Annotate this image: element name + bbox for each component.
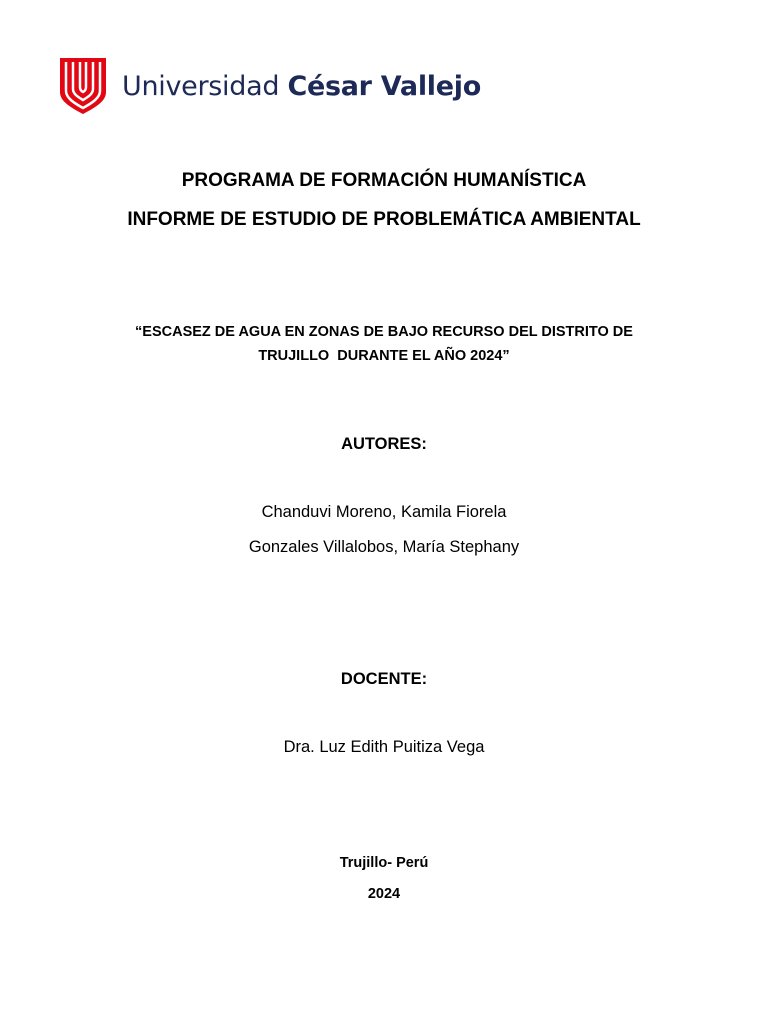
author-name: Chanduvi Moreno, Kamila Fiorela	[261, 503, 507, 521]
location: Trujillo- Perú	[339, 855, 429, 871]
university-name	[122, 70, 481, 102]
author-name: Gonzales Villalobos, María Stephany	[248, 538, 520, 556]
report-heading: INFORME DE ESTUDIO DE PROBLEMÁTICA AMBIENTAL	[127, 209, 641, 230]
report-title-line-1: “ESCASEZ DE AGUA EN ZONAS DE BAJO RECURSO DEL DISTRITO DE	[135, 324, 633, 340]
university-name-light: Universidad	[122, 70, 288, 102]
teacher-label: DOCENTE:	[340, 670, 428, 688]
university-logo	[60, 58, 481, 114]
report-title-line-2: TRUJILLO DURANTE EL AÑO 2024”	[258, 348, 510, 364]
authors-label: AUTORES:	[341, 435, 427, 453]
shield-icon	[60, 58, 106, 114]
teacher-name: Dra. Luz Edith Puitiza Vega	[283, 738, 485, 756]
university-name-bold: César Vallejo	[287, 70, 481, 102]
program-heading: PROGRAMA DE FORMACIÓN HUMANÍSTICA	[181, 170, 587, 191]
year: 2024	[367, 886, 401, 902]
